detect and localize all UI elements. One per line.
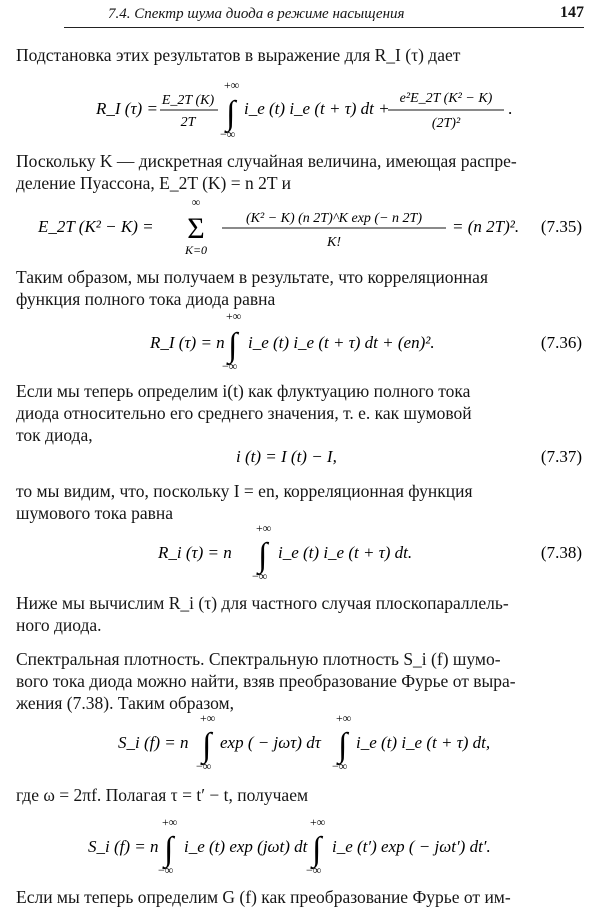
paragraph-4	[16, 380, 584, 446]
equation-7-37	[0, 444, 600, 470]
eq-integrand: i_e (t) i_e (t + τ) dt +	[244, 99, 390, 118]
integral-lower-limit: −∞	[222, 359, 238, 373]
text-line: Если мы теперь определим i(t) как флуктуацию полного тока	[16, 381, 471, 401]
equation-number: (7.37)	[540, 447, 582, 466]
equation-number: (7.38)	[540, 543, 582, 562]
text-line: где ω = 2πf. Полагая τ = t′ − t, получаем	[16, 785, 309, 805]
eq-lhs: S_i (f) = n	[88, 837, 159, 856]
eq-body: i (t) = I (t) − I,	[236, 447, 337, 466]
integral-sign: ∫	[228, 327, 238, 364]
eq-frac2-denominator: (2T)²	[431, 116, 461, 131]
eq-lhs: R_I (τ) =	[96, 99, 158, 118]
eq-integrand: i_e (t) i_e (t + τ) dt + (en)².	[248, 333, 435, 352]
text-line: Если мы теперь определим G (f) как преобразование Фурье от им-	[16, 887, 511, 907]
text-line: Спектральная плотность. Спектральную плотность S_i (f) шумо-	[16, 649, 501, 669]
integral-sign: ∫	[312, 831, 322, 868]
text-line: диода относительно его среднего значения, т. е. как шумовой	[16, 403, 472, 423]
paragraph-1	[16, 44, 584, 66]
integral-upper-limit: +∞	[310, 815, 326, 829]
equation-spectral-density-1	[0, 712, 600, 776]
integral-lower-limit: −∞	[332, 759, 348, 773]
text-line: ного диода.	[16, 615, 102, 635]
eq-lhs: R_I (τ) = n	[150, 333, 225, 352]
integral-upper-limit: +∞	[200, 711, 216, 725]
eq-numerator: (K² − K) (n 2T)^K exp (− n 2T)	[246, 211, 422, 226]
paragraph-3	[16, 266, 584, 310]
equation-7-35	[0, 196, 600, 262]
integral-lower-limit: −∞	[196, 759, 212, 773]
eq-frac-denominator: 2T	[180, 115, 196, 130]
running-header	[64, 3, 584, 28]
eq-lhs: E_2T (K² − K) =	[38, 217, 154, 236]
text-line: Подстановка этих результатов в выражение для R_I (τ) дает	[16, 45, 461, 65]
equation-number: (7.35)	[540, 217, 582, 236]
paragraph-7	[16, 648, 584, 714]
integral-upper-limit: +∞	[226, 309, 242, 323]
text-line: Поскольку K — дискретная случайная величина, имеющая распре-	[16, 151, 517, 171]
integral-upper-limit: +∞	[162, 815, 178, 829]
eq-lhs: S_i (f) = n	[118, 733, 189, 752]
integral-lower-limit: −∞	[306, 863, 322, 877]
text-line: ток диода,	[16, 425, 93, 445]
integral-upper-limit: +∞	[224, 78, 240, 92]
integral-sign: ∫	[202, 727, 212, 764]
eq-part: exp ( − jωτ) dτ	[220, 733, 321, 752]
sum-sign: Σ	[187, 212, 205, 245]
integral-sign: ∫	[338, 727, 348, 764]
paragraph-6	[16, 592, 584, 636]
text-line: то мы видим, что, поскольку I = en, корреляционная функция	[16, 481, 473, 501]
sum-lower-limit: K=0	[184, 243, 208, 257]
eq-rhs: = (n 2T)².	[452, 217, 520, 236]
eq-integrand: i_e (t) i_e (t + τ) dt.	[278, 543, 413, 562]
text-line: шумового тока равна	[16, 503, 174, 523]
eq-part: i_e (t) i_e (t + τ) dt,	[356, 733, 491, 752]
equation-correlation-substitution	[0, 80, 600, 150]
equation-7-38	[0, 520, 600, 586]
integral-upper-limit: +∞	[256, 521, 272, 535]
eq-frac2-numerator: e²E_2T (K² − K)	[399, 91, 493, 106]
paragraph-5	[16, 480, 584, 524]
page-number: 147	[560, 4, 584, 21]
integral-upper-limit: +∞	[336, 711, 352, 725]
integral-lower-limit: −∞	[220, 127, 236, 141]
eq-denominator: K!	[327, 235, 341, 250]
paragraph-9	[16, 886, 584, 908]
integral-lower-limit: −∞	[252, 569, 268, 583]
paragraph-2	[16, 150, 584, 194]
equation-spectral-density-2	[0, 814, 600, 878]
equation-7-36	[0, 308, 600, 374]
eq-part: i_e (t) exp (jωt) dt	[184, 837, 308, 856]
integral-sign: ∫	[164, 831, 174, 868]
text-line: Таким образом, мы получаем в результате, что корреляционная	[16, 267, 488, 287]
text-line: деление Пуассона, E_2T (K) = n 2T и	[16, 173, 291, 193]
header-title: 7.4. Спектр шума диода в режиме насыщения	[108, 6, 405, 22]
integral-sign: ∫	[226, 95, 236, 132]
eq-end: .	[508, 99, 513, 118]
eq-frac-numerator: E_2T (K)	[161, 93, 215, 108]
integral-lower-limit: −∞	[158, 863, 174, 877]
text-line: вого тока диода можно найти, взяв преобразование Фурье от выра-	[16, 671, 516, 691]
integral-sign: ∫	[258, 537, 268, 574]
eq-lhs: R_i (τ) = n	[158, 543, 232, 562]
text-line: Ниже мы вычислим R_i (τ) для частного случая плоскопараллель-	[16, 593, 509, 613]
eq-part: i_e (t′) exp ( − jωt′) dt′.	[332, 837, 491, 856]
sum-upper-limit: ∞	[191, 195, 201, 209]
text-line: жения (7.38). Таким образом,	[16, 693, 234, 713]
paragraph-8	[16, 784, 584, 806]
text-line: функция полного тока диода равна	[16, 289, 276, 309]
equation-number: (7.36)	[540, 333, 582, 352]
